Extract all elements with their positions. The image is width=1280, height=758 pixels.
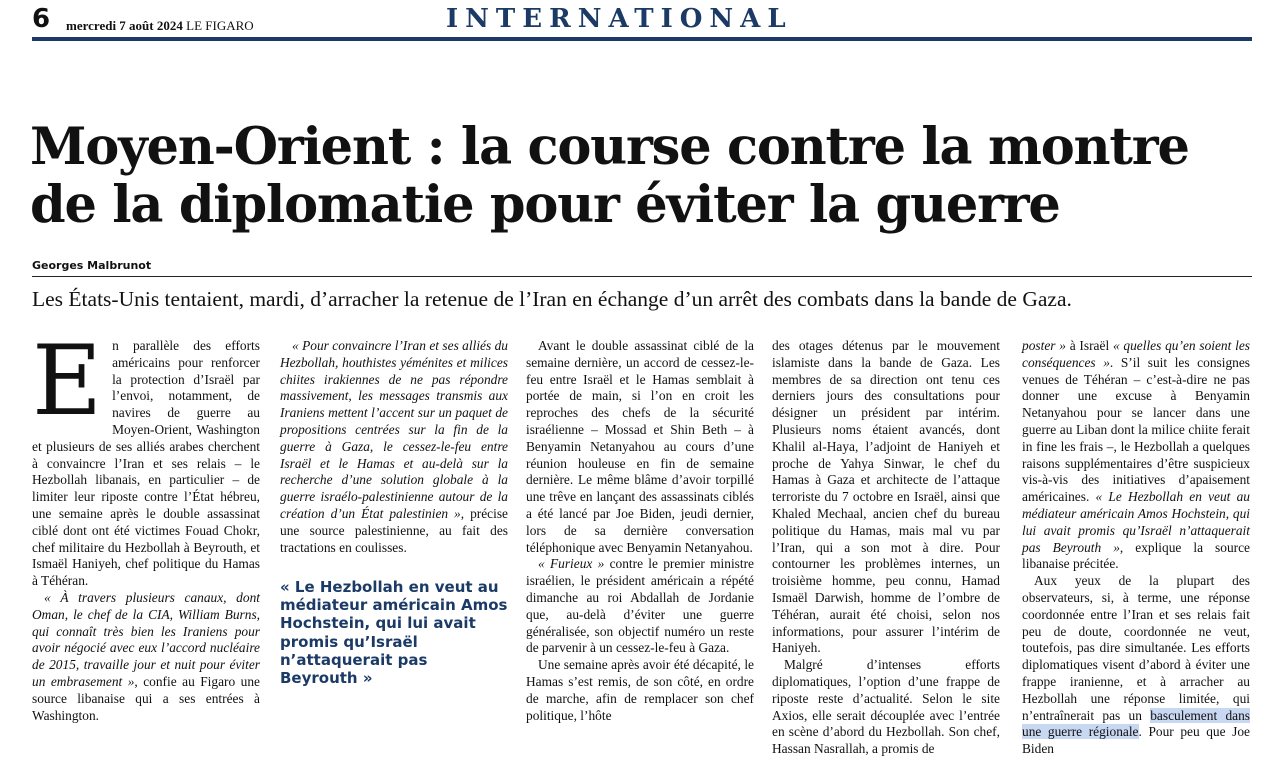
article-column-5: [1022, 338, 1250, 758]
column-5-text-c: , explique la source libanaise précitée.: [1022, 539, 1250, 572]
headline: [30, 118, 1250, 234]
headline-line-1: Moyen-Orient : la course contre la montre: [30, 117, 1189, 177]
byline-rule: [32, 276, 1252, 277]
column-4-paragraph-2: Malgré d’intenses efforts diplomatiques, l’option d’une frappe de riposte reste d’actualité. Selon le site Axios, elle serait découplée avec l’entrée en scène d’abord du Hezbollah. Son chef, Hassan Nasrallah, a promis de: [772, 657, 1000, 757]
article-standfirst: Les États-Unis tentaient, mardi, d’arracher la retenue de l’Iran en échange d’un arrêt des combats dans la bande de Gaza.: [32, 287, 1072, 311]
page-header: [32, 4, 1252, 36]
column-5-text-a: à Israël: [1065, 338, 1113, 353]
column-5-text-e: . Pour peu que Joe Biden: [1022, 724, 1250, 757]
header-date-line: [66, 18, 254, 34]
column-5-quote-a: poster »: [1022, 338, 1066, 353]
article-column-1: [32, 325, 260, 724]
issue-date: mercredi 7 août 2024: [66, 18, 183, 33]
column-1-text-2: , confie au Figaro une source libanaise qui a ses entrées à Washington.: [32, 673, 260, 723]
column-5-text-b: . S’il suit les consignes venues de Téhéran – c’est-à-dire ne pas donner une excuse à Benyamin Netanyahou pour se lancer dans une guerre au Liban dont la milice chiite ferait in fine les frais –, le Hezbollah a quelques raisons supplémentaires d’être suspicieux vis-à-vis des initiatives d’apaisement américaines.: [1022, 354, 1250, 505]
column-5-quote-c: « Le Hezbollah en veut au médiateur américain Amos Hochstein, qui lui avait promis qu’Israël n’attaquerait pas Beyrouth »: [1022, 489, 1250, 555]
column-1-paragraph-2: [32, 590, 260, 724]
column-2-paragraph-1: [280, 338, 508, 556]
column-2-text-1: , précise une source palestinienne, au fait des tractations en coulisses.: [280, 505, 508, 555]
column-3-text-2: contre le premier ministre israélien, le président américain a répété dimanche au roi Abdallah de Jordanie que, au-delà d’éviter une guerre généralisée, son objectif numéro un reste de parvenir à un cessez-le-feu à Gaza.: [526, 556, 754, 656]
pull-quote: « Le Hezbollah en veut au médiateur américain Amos Hochstein, qui lui avait promis qu’Israël n’attaquerait pas Beyrouth »: [280, 578, 508, 688]
section-title: INTERNATIONAL: [446, 4, 793, 34]
header-rule: [32, 37, 1252, 41]
column-3-paragraph-3: Une semaine après avoir été décapité, le Hamas s’est remis, de son côté, en ordre de marche, afin de remplacer son chef politique, l’hôte: [526, 657, 754, 723]
article-column-3: [526, 338, 754, 724]
article-column-4: [772, 338, 1000, 758]
column-5-quote-b: « quelles qu’en soient les conséquences »: [1022, 338, 1250, 370]
column-1-text-1: n parallèle des efforts américains pour renforcer la protection d’Israël par l’envoi, notamment, de navires de guerre au Moyen-Orient, Washington et plusieurs de ses alliés arabes cherchent à convaincre l’Iran et ses relais – le Hezbollah libanais, en particulier – de limiter leur riposte contre l’État hébreu, une semaine après le double assassinat ciblé dont ont été victimes Fouad Chokr, chef militaire du Hezbollah à Beyrouth, et Ismaël Haniyeh, chef politique du Hamas à Téhéran.: [32, 338, 260, 589]
article-column-2: [280, 338, 508, 556]
column-2-quote: « Pour convaincre l’Iran et ses alliés du Hezbollah, houthistes yéménites et milices chiites irakiennes de ne pas répondre massivement, les messages transmis aux Iraniens mettent l’accent sur un paquet de propositions centrées sur la fin de la guerre à Gaza, le cessez-le-feu entre Israël et le Hamas et au-delà sur la recherche d’une solution globale à la guerre israélo-palestinienne autour de la création d’un État palestinien »: [280, 338, 508, 521]
column-4-paragraph-1: des otages détenus par le mouvement islamiste dans la bande de Gaza. Les membres de sa direction ont tenu ces derniers jours des consultations pour désigner un président par intérim. Plusieurs noms étaient avancés, dont Khalil al-Haya, l’adjoint de Haniyeh et proche de Yahya Sinwar, le chef du Hamas à Gaza et architecte de l’attaque terroriste du 7 octobre en Israël, ainsi que Khaled Mechaal, ancien chef du bureau politique du Hamas, mais mal vu par l’Iran, qui a son mot à dire. Pour contourner les problèmes internes, un troisième homme, peu connu, Hamad Ismaël Darwish, homme de l’ombre de Téhéran, aurait été choisi, selon nos informations, pour assurer l’intérim de Haniyeh.: [772, 338, 1000, 656]
column-5-paragraph-1: [1022, 338, 1250, 573]
page-number: 6: [32, 4, 51, 34]
column-5-text-d: Aux yeux de la plupart des observateurs, si, à terme, une réponse coordonnée entre l’Iran et ses relais fait peu de doute, coordonnée ne veut, toutefois, pas dire simultanée. Les efforts diplomatiques visent d’abord à éviter une frappe iranienne, et à arracher au Hezbollah une réponse limitée, qui n’entraînerait pas un: [1022, 573, 1250, 723]
selected-text-highlight[interactable]: basculement dans une guerre régionale: [1022, 707, 1250, 740]
column-5-paragraph-2: [1022, 573, 1250, 758]
headline-line-2: de la diplomatie pour éviter la guerre: [30, 175, 1060, 235]
column-3-paragraph-1: Avant le double assassinat ciblé de la semaine dernière, un accord de cessez-le-feu entre Israël et le Hamas semblait à portée de main, si l’on en croit les reproches des chefs de la sécurité israélienne – Mossad et Shin Beth – à Benyamin Netanyahou au cours d’une réunion houleuse en fin de semaine dernière. Le même blâme d’avoir torpillé une trêve en lançant des assassinats ciblés a été lancé par Joe Biden, jeudi dernier, lors de sa dernière conversation téléphonique avec Benyamin Netanyahou.: [526, 338, 754, 555]
drop-cap: E: [32, 325, 103, 437]
column-3-quote: « Furieux »: [538, 556, 605, 572]
column-1-paragraph-1: [32, 325, 260, 590]
column-3-paragraph-2: [526, 556, 754, 657]
publication-name: LE FIGARO: [186, 18, 254, 33]
byline: Georges Malbrunot: [32, 259, 152, 272]
column-1-quote: « À travers plusieurs canaux, dont Oman, le chef de la CIA, William Burns, qui connaît très bien les Iraniens pour avoir négocié avec eux l’accord nucléaire de 2015, travaille jour et nuit pour éviter un embrasement »: [32, 589, 260, 689]
